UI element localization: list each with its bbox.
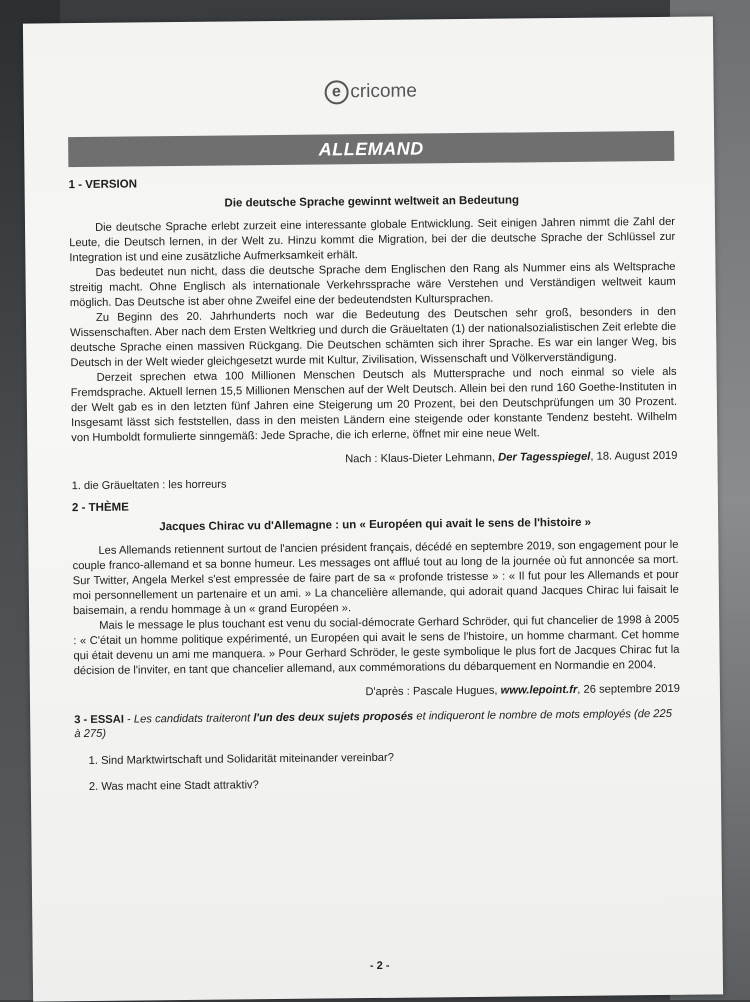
version-title: Die deutsche Sprache gewinnt weltweit an Bedeutung <box>224 194 520 210</box>
essai-subject-1: 1. Sind Marktwirtschaft und Solidarität miteinander vereinbar? <box>88 751 394 767</box>
theme-source-author: D'après : Pascale Hugues, <box>365 684 501 699</box>
ecricome-logo-icon: e <box>324 80 348 104</box>
theme-source <box>74 683 680 701</box>
version-source <box>71 450 677 468</box>
sheet-content <box>68 77 681 973</box>
version-source-date: , 18. August 2019 <box>590 449 678 463</box>
version-source-author: Nach : Klaus-Dieter Lehmann, <box>345 451 499 466</box>
ecricome-logo <box>68 77 674 107</box>
essai-instructions <box>74 707 680 741</box>
theme-paragraph: Mais le message le plus touchant est venu du social-démocrate Gerhard Schröder, qui fut chancelier de 1998 à 2005 : « C'était un homme politique expérimenté, un Européen qui avait le sens de l'histoire, un homme charmant. Cet homme qui était devenu un ami me manquera. » Pour Gerhard Schröder, le geste symbolique le plus fort de Jacques Chirac fut la décision de l'inviter, en tant que chancelier allemand, aux commémorations du débarquement en Normandie en 2004. <box>73 613 680 678</box>
theme-title: Jacques Chirac vu d'Allemagne : un « Européen qui avait le sens de l'histoire » <box>159 516 592 534</box>
essai-instruction-end: et indiqueront le nombre de mots employés (de 225 à 275) <box>74 707 673 741</box>
theme-paragraph: Les Allemands retiennent surtout de l'ancien président français, décédé en septembre 2019, son engagement pour le couple franco-allemand et sa bonne humeur. Les messages ont afflué tout au long de la journée où fut annoncée sa mort. Sur Twitter, Angela Merkel s'est empressée de faire part de sa « profonde tristesse » : « Il fut pour les Allemands et pour moi personnellement un partenaire et un ami. » La chancelière allemande, qui adorait quand Jacques Chirac lui faisait le baisemain, a rendu hommage à un « grand Européen ». <box>72 538 679 618</box>
version-paragraph: Zu Beginn des 20. Jahrhunderts noch war die Bedeutung des Deutschen sehr groß, besonders in den Wissenschaften. Aber nach dem Ersten Weltkrieg und durch die Gräueltaten (1) der nationalsozialistischen Zeit erlebte die deutsche Sprache einen massiven Rückgang. Die Deutschen schämten sich ihrer Sprache. Es war ein langer Weg, bis Deutsch in der Welt wieder gleichgesetzt wurde mit Kultur, Zivilisation, Wissenschaft und Völkerverständigung. <box>70 305 677 370</box>
version-paragraph: Die deutsche Sprache erlebt zurzeit eine interessante globale Entwicklung. Seit einigen Jahren nimmt die Zahl der Leute, die Deutsch lernen, in der Welt zu. Hinzu kommt die Migration, bei der die deutsche Sprache der Schlüssel zur Integration ist und eine zusätzliche Aufmerksamkeit erhält. <box>69 215 676 265</box>
essai-instruction-start: Les candidats traiteront <box>133 712 254 726</box>
version-paragraph: Derzeit sprechen etwa 100 Millionen Menschen Deutsch als Muttersprache und noch einmal so viele als Fremdsprache. Aktuell lernen 15,5 Millionen Menschen auf der Welt Deutsch. Allein bei den rund 160 Goethe-Instituten in der Welt gab es in den letzten fünf Jahren eine Steigerung um 20 Prozent, bei den Deutschprüfungen um 30 Prozent. Insgesamt lässt sich feststellen, dass in den meisten Ländern eine steigende oder konstante Tendenz besteht. Wilhelm von Humboldt formulierte sinngemäß: Jede Sprache, die ich erlerne, öffnet mir eine neue Welt. <box>70 365 678 445</box>
theme-heading: 2 - THÈME <box>71 501 129 515</box>
subject-title-bar: ALLEMAND <box>68 131 674 167</box>
essai-separator: - <box>123 713 134 726</box>
version-paragraph: Das bedeutet nun nicht, dass die deutsche Sprache dem Englischen den Rang als Nummer eins als Weltsprache streitig macht. Ohne Englisch als internationale Verkehrssprache wäre Verstehen und Verständigen weltweit kaum möglich. Das Deutsche ist aber ohne Zweifel eine der bedeutendsten Kultursprachen. <box>69 260 676 310</box>
version-source-publication: Der Tagesspiegel <box>498 450 591 464</box>
theme-source-date: , 26 septembre 2019 <box>577 682 680 696</box>
exam-sheet <box>23 16 723 1001</box>
theme-source-publication: www.lepoint.fr <box>500 683 578 697</box>
logo-text: cricome <box>350 80 417 103</box>
essai-subject-2: 2. Was macht eine Stadt attraktiv? <box>88 779 259 793</box>
version-footnote: 1. die Gräueltaten : les horreurs <box>71 478 227 493</box>
essai-instruction-bold: l'un des deux sujets proposés <box>253 710 414 725</box>
essai-heading: 3 - ESSAI <box>74 713 125 727</box>
version-heading: 1 - VERSION <box>68 178 138 192</box>
page-number: - 2 - <box>369 959 390 973</box>
